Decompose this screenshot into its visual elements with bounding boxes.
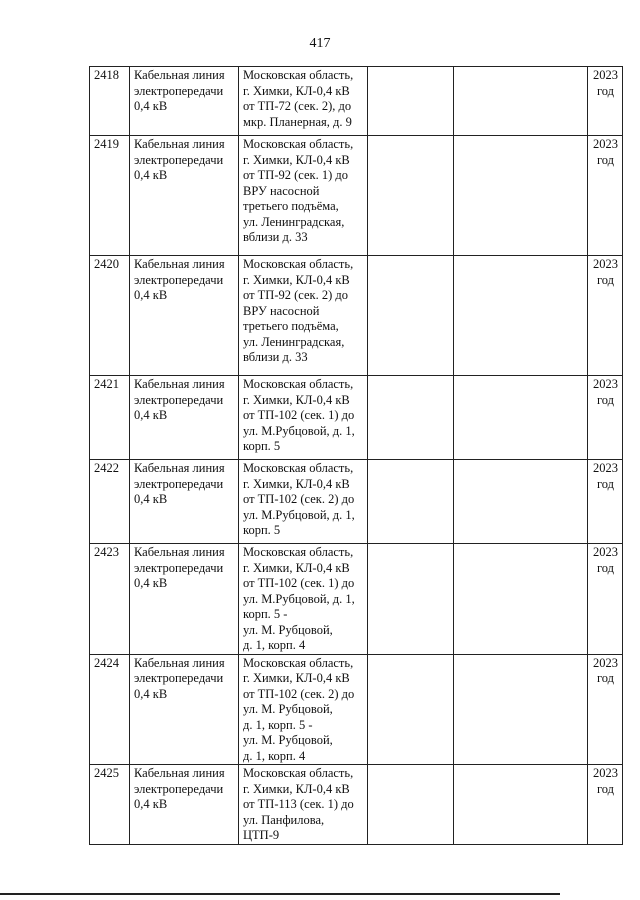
address-line: ул. Панфилова, xyxy=(243,812,325,827)
object-name-line: электропередачи xyxy=(134,476,224,491)
table-row xyxy=(90,67,623,136)
empty-cell xyxy=(368,376,454,460)
address-line: г. Химки, КЛ-0,4 кВ xyxy=(243,83,350,98)
address-line: Московская область, xyxy=(243,766,354,780)
object-name-cell xyxy=(130,67,239,136)
year-cell xyxy=(588,376,623,460)
address-line: Московская область, xyxy=(243,68,354,82)
address-cell xyxy=(239,256,368,376)
row-number-cell: 2419 xyxy=(90,136,130,256)
address-cell xyxy=(239,136,368,256)
year-cell xyxy=(588,765,623,845)
object-name-line: 0,4 кВ xyxy=(134,576,168,590)
year-line: год xyxy=(596,152,615,167)
object-name-cell xyxy=(130,544,239,655)
table-row xyxy=(90,765,623,845)
address-line: корп. 5 xyxy=(243,439,281,453)
address-line: ВРУ насосной xyxy=(243,303,320,318)
empty-cell xyxy=(454,67,588,136)
address-line: ул. М. Рубцовой, xyxy=(243,622,333,637)
object-name-cell xyxy=(130,765,239,845)
empty-cell xyxy=(368,67,454,136)
row-number-cell: 2422 xyxy=(90,460,130,544)
address-line: корп. 5 - xyxy=(243,607,288,621)
object-name-line: Кабельная линия xyxy=(134,68,225,82)
empty-cell xyxy=(454,136,588,256)
empty-cell xyxy=(454,654,588,765)
object-name-cell xyxy=(130,376,239,460)
empty-cell xyxy=(368,460,454,544)
object-name-line: Кабельная линия xyxy=(134,655,225,670)
address-line: от ТП-92 (сек. 2) до xyxy=(243,288,349,302)
address-line: ул. Ленинградская, xyxy=(243,334,345,349)
object-name-line: электропередачи xyxy=(134,152,224,167)
year-line: 2023 xyxy=(593,137,618,151)
empty-cell xyxy=(368,136,454,256)
address-line: от ТП-72 (сек. 2), до xyxy=(243,99,352,113)
empty-cell xyxy=(454,376,588,460)
year-line: 2023 xyxy=(593,545,618,559)
object-name-cell xyxy=(130,256,239,376)
address-line: корп. 5 xyxy=(243,523,281,537)
address-line: от ТП-102 (сек. 1) до xyxy=(243,408,355,422)
object-name-line: Кабельная линия xyxy=(134,377,225,391)
address-line: д. 1, корп. 4 xyxy=(243,748,306,763)
empty-cell xyxy=(454,765,588,845)
row-number-cell: 2421 xyxy=(90,376,130,460)
empty-cell xyxy=(454,544,588,655)
address-cell xyxy=(239,544,368,655)
empty-cell xyxy=(368,765,454,845)
object-name-line: Кабельная линия xyxy=(134,545,225,559)
object-name-line: 0,4 кВ xyxy=(134,686,168,701)
year-cell xyxy=(588,654,623,765)
scan-edge-line xyxy=(0,893,560,895)
row-number-cell: 2420 xyxy=(90,256,130,376)
address-line: Московская область, xyxy=(243,545,354,559)
year-line: год xyxy=(596,272,615,287)
address-line: г. Химки, КЛ-0,4 кВ xyxy=(243,476,350,491)
year-cell xyxy=(588,67,623,136)
address-line: г. Химки, КЛ-0,4 кВ xyxy=(243,152,350,167)
year-line: год xyxy=(596,83,615,98)
address-line: третьего подъёма, xyxy=(243,199,339,213)
object-name-line: электропередачи xyxy=(134,392,224,407)
year-cell xyxy=(588,544,623,655)
table-row xyxy=(90,136,623,256)
object-name-line: 0,4 кВ xyxy=(134,288,168,302)
object-name-line: электропередачи xyxy=(134,560,224,575)
table-row xyxy=(90,654,623,765)
year-line: 2023 xyxy=(593,655,618,670)
address-line: от ТП-102 (сек. 1) до xyxy=(243,576,355,590)
address-line: от ТП-113 (сек. 1) до xyxy=(243,797,354,811)
object-name-line: Кабельная линия xyxy=(134,257,225,271)
year-line: год xyxy=(596,671,615,685)
address-line: Московская область, xyxy=(243,655,354,670)
address-line: Московская область, xyxy=(243,377,354,391)
address-cell xyxy=(239,67,368,136)
table-row xyxy=(90,460,623,544)
object-name-line: 0,4 кВ xyxy=(134,797,168,811)
address-cell xyxy=(239,376,368,460)
address-line: от ТП-102 (сек. 2) до xyxy=(243,492,355,506)
registry-table-body xyxy=(90,67,623,845)
address-line: ул. М.Рубцовой, д. 1, xyxy=(243,423,355,438)
address-line: г. Химки, КЛ-0,4 кВ xyxy=(243,560,350,575)
address-line: ул. М. Рубцовой, xyxy=(243,733,333,747)
address-line: ВРУ насосной xyxy=(243,183,320,198)
address-line: д. 1, корп. 5 - xyxy=(243,717,313,732)
row-number-cell: 2425 xyxy=(90,765,130,845)
year-line: год xyxy=(596,781,615,796)
object-name-line: Кабельная линия xyxy=(134,461,225,475)
table-row xyxy=(90,376,623,460)
table-row xyxy=(90,256,623,376)
year-line: год xyxy=(596,560,615,575)
address-line: ЦТП-9 xyxy=(243,828,280,842)
year-line: 2023 xyxy=(593,257,618,271)
object-name-line: 0,4 кВ xyxy=(134,99,168,113)
year-cell xyxy=(588,460,623,544)
registry-table xyxy=(89,66,623,845)
object-name-line: 0,4 кВ xyxy=(134,408,168,422)
year-line: 2023 xyxy=(593,377,618,391)
address-line: от ТП-102 (сек. 2) до xyxy=(243,686,355,701)
empty-cell xyxy=(454,256,588,376)
empty-cell xyxy=(368,654,454,765)
year-line: 2023 xyxy=(593,461,618,475)
year-line: год xyxy=(596,392,615,407)
empty-cell xyxy=(368,256,454,376)
address-line: ул. М. Рубцовой, xyxy=(243,702,333,716)
object-name-cell xyxy=(130,654,239,765)
empty-cell xyxy=(368,544,454,655)
page-number: 417 xyxy=(309,36,331,51)
address-line: Московская область, xyxy=(243,137,354,151)
address-cell xyxy=(239,460,368,544)
object-name-line: Кабельная линия xyxy=(134,137,225,151)
address-line: г. Химки, КЛ-0,4 кВ xyxy=(243,392,350,407)
object-name-line: электропередачи xyxy=(134,272,224,287)
year-line: 2023 xyxy=(593,68,618,82)
address-line: мкр. Планерная, д. 9 xyxy=(243,114,352,129)
object-name-line: Кабельная линия xyxy=(134,766,225,780)
address-line: ул. М.Рубцовой, д. 1, xyxy=(243,507,355,522)
address-cell xyxy=(239,654,368,765)
object-name-line: 0,4 кВ xyxy=(134,168,168,182)
object-name-line: 0,4 кВ xyxy=(134,492,168,506)
address-line: Московская область, xyxy=(243,461,354,475)
address-line: вблизи д. 33 xyxy=(243,230,308,244)
row-number-cell: 2424 xyxy=(90,654,130,765)
empty-cell xyxy=(454,460,588,544)
address-line: Московская область, xyxy=(243,257,354,271)
address-line: д. 1, корп. 4 xyxy=(243,638,306,652)
address-line: ул. Ленинградская, xyxy=(243,214,345,229)
year-cell xyxy=(588,256,623,376)
object-name-cell xyxy=(130,460,239,544)
year-line: 2023 xyxy=(593,766,618,780)
address-cell xyxy=(239,765,368,845)
year-cell xyxy=(588,136,623,256)
year-line: год xyxy=(596,476,615,491)
address-line: третьего подъёма, xyxy=(243,319,339,333)
row-number-cell: 2418 xyxy=(90,67,130,136)
address-line: г. Химки, КЛ-0,4 кВ xyxy=(243,781,350,796)
object-name-line: электропередачи xyxy=(134,83,224,98)
address-line: г. Химки, КЛ-0,4 кВ xyxy=(243,272,350,287)
address-line: вблизи д. 33 xyxy=(243,350,308,364)
address-line: г. Химки, КЛ-0,4 кВ xyxy=(243,671,350,685)
object-name-line: электропередачи xyxy=(134,781,224,796)
address-line: от ТП-92 (сек. 1) до xyxy=(243,168,349,182)
object-name-cell xyxy=(130,136,239,256)
table-row xyxy=(90,544,623,655)
address-line: ул. М.Рубцовой, д. 1, xyxy=(243,591,355,606)
object-name-line: электропередачи xyxy=(134,671,224,685)
row-number-cell: 2423 xyxy=(90,544,130,655)
